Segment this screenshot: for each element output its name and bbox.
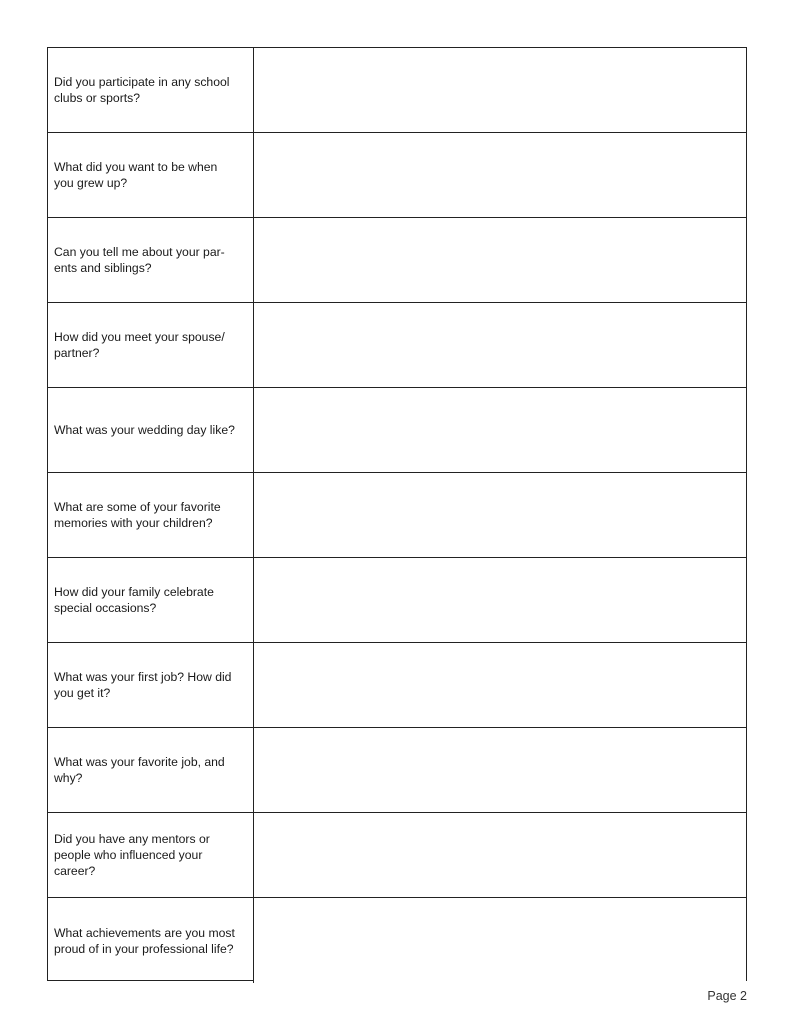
- question-text: Did you have any mentors or people who influenced your career?: [54, 832, 210, 878]
- question-cell: [48, 388, 254, 472]
- question-cell: [48, 898, 254, 983]
- answer-cell[interactable]: [254, 218, 746, 302]
- question-cell: [48, 728, 254, 812]
- question-row: [48, 388, 746, 473]
- question-row: [48, 133, 746, 218]
- question-row: [48, 813, 746, 898]
- question-text: Did you participate in any school clubs or sports?: [54, 75, 230, 105]
- answer-cell[interactable]: [254, 898, 746, 983]
- question-text: What achievements are you most proud of in your professional life?: [54, 925, 235, 956]
- question-text: What did you want to be when you grew up?: [54, 160, 218, 190]
- question-row: [48, 898, 746, 983]
- answer-cell[interactable]: [254, 303, 746, 387]
- question-row: [48, 643, 746, 728]
- answer-cell[interactable]: [254, 473, 746, 557]
- question-cell: [48, 303, 254, 387]
- question-cell: [48, 558, 254, 642]
- questionnaire-table: [47, 47, 747, 981]
- question-row: [48, 48, 746, 133]
- answer-cell[interactable]: [254, 813, 746, 897]
- question-cell: [48, 473, 254, 557]
- question-text: What was your first job? How did you get it?: [54, 670, 232, 700]
- question-text: How did you meet your spouse/ partner?: [54, 330, 225, 360]
- question-cell: [48, 133, 254, 217]
- answer-cell[interactable]: [254, 388, 746, 472]
- answer-cell[interactable]: [254, 728, 746, 812]
- question-cell: [48, 813, 254, 897]
- question-cell: [48, 48, 254, 132]
- answer-cell[interactable]: [254, 643, 746, 727]
- question-cell: [48, 218, 254, 302]
- question-text: What was your wedding day like?: [54, 423, 235, 437]
- question-row: [48, 473, 746, 558]
- answer-cell[interactable]: [254, 133, 746, 217]
- question-text: How did your family celebrate special occasions?: [54, 585, 214, 615]
- question-cell: [48, 643, 254, 727]
- question-row: [48, 728, 746, 813]
- question-row: [48, 218, 746, 303]
- answer-cell[interactable]: [254, 558, 746, 642]
- question-row: [48, 303, 746, 388]
- answer-cell[interactable]: [254, 48, 746, 132]
- page-number: Page 2: [707, 989, 747, 1003]
- question-text: What are some of your favorite memories with your children?: [54, 500, 221, 530]
- question-text: What was your favorite job, and why?: [54, 755, 225, 785]
- question-row: [48, 558, 746, 643]
- question-text: Can you tell me about your par- ents and siblings?: [54, 245, 225, 275]
